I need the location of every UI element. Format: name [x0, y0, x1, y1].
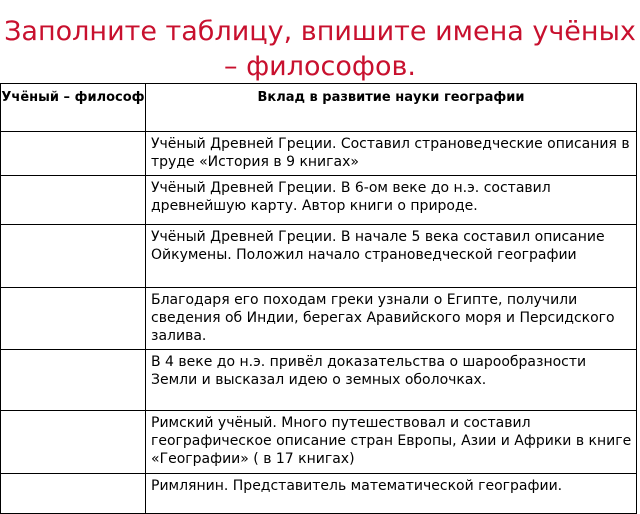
- table-row: [1, 225, 637, 288]
- contribution-cell: Римлянин. Представитель математической географии.: [146, 474, 637, 514]
- contribution-cell: Учёный Древней Греции. Составил страноведческие описания в труде «История в 9 книгах»: [146, 132, 637, 176]
- table-row: [1, 132, 637, 176]
- scientist-cell[interactable]: [1, 132, 146, 176]
- philosophers-table: [0, 83, 637, 514]
- table-row: [1, 474, 637, 514]
- contribution-cell: В 4 веке до н.э. привёл доказательства о шарообразности Земли и высказал идею о земных оболочках.: [146, 350, 637, 411]
- slide-title: Заполните таблицу, впишите имена учёных – философов.: [4, 16, 636, 82]
- table-row: [1, 288, 637, 350]
- table-row: [1, 411, 637, 474]
- contribution-cell: Римский учёный. Много путешествовал и составил географическое описание стран Европы, Азии и Африки в книге «Географии» ( в 17 книгах): [146, 411, 637, 474]
- scientist-cell[interactable]: [1, 411, 146, 474]
- scientist-cell[interactable]: [1, 474, 146, 514]
- scientist-cell[interactable]: [1, 225, 146, 288]
- table-row: [1, 350, 637, 411]
- scientist-cell[interactable]: [1, 288, 146, 350]
- table-row: [1, 176, 637, 225]
- scientist-cell[interactable]: [1, 176, 146, 225]
- contribution-cell: Благодаря его походам греки узнали о Египте, получили сведения об Индии, берегах Аравийского моря и Персидского залива.: [146, 288, 637, 350]
- header-contribution: Вклад в развитие науки географии: [146, 84, 637, 132]
- header-scientist: Учёный – философ: [1, 84, 146, 132]
- contribution-cell: Учёный Древней Греции. В начале 5 века составил описание Ойкумены. Положил начало страноведческой географии: [146, 225, 637, 288]
- contribution-cell: Учёный Древней Греции. В 6-ом веке до н.э. составил древнейшую карту. Автор книги о природе.: [146, 176, 637, 225]
- table-header-row: [1, 84, 637, 132]
- scientist-cell[interactable]: [1, 350, 146, 411]
